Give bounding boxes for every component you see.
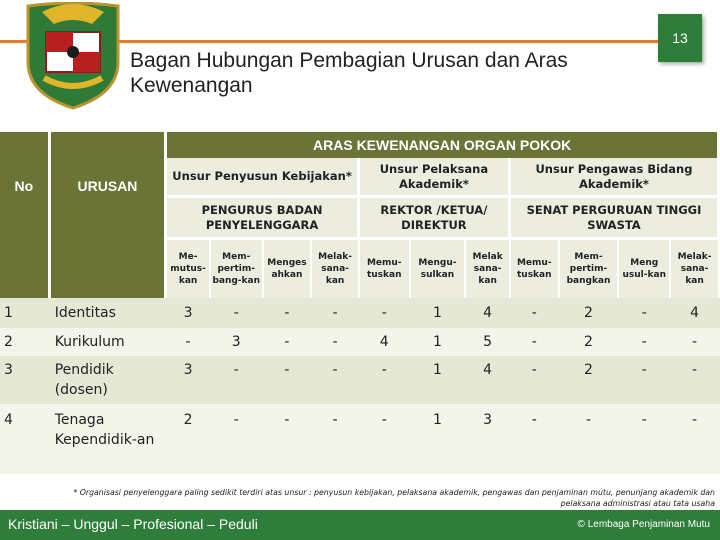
subheader: Mem-pertim-bangkan [560, 240, 620, 298]
row-value: - [619, 328, 671, 356]
footer-bar [0, 510, 720, 540]
header-organ-rektor: REKTOR /KETUA/ DIREKTUR [360, 198, 511, 240]
row-value: 3 [167, 356, 211, 404]
row-value: - [671, 356, 720, 404]
header-unsur-pengawas: Unsur Pengawas Bidang Akademik* [511, 158, 720, 198]
table-row [0, 404, 720, 474]
subheader: Me-mutus-kan [167, 240, 211, 298]
subheader: Melak sana-kan [466, 240, 511, 298]
row-value: - [211, 404, 264, 474]
row-value: - [360, 356, 411, 404]
subheader: Meng usul-kan [619, 240, 671, 298]
row-value: - [619, 356, 671, 404]
footnote: * Organisasi penyelenggara paling sedikit terdiri atas unsur : penyusun kebijakan, pelaksana akademik, pengawas dan penjaminan mutu, penunjang akademik dan pelaksana administrasi atau tata usaha [73, 488, 715, 508]
header-no: No [0, 132, 51, 240]
subheader: Memu-tuskan [511, 240, 560, 298]
row-urusan: Kurikulum [51, 328, 168, 356]
row-value: - [264, 328, 313, 356]
row-urusan: Tenaga Kependidik-an [51, 404, 168, 474]
row-value: 2 [560, 328, 620, 356]
footer-copyright: © Lembaga Penjaminan Mutu [577, 519, 710, 530]
row-value: - [360, 298, 411, 328]
row-value: 1 [411, 298, 467, 328]
row-value: - [264, 356, 313, 404]
row-value: - [560, 404, 620, 474]
row-value: - [619, 404, 671, 474]
row-value: 4 [671, 298, 720, 328]
row-value: 2 [560, 298, 620, 328]
row-value: - [312, 328, 360, 356]
row-value: - [312, 356, 360, 404]
row-value: - [619, 298, 671, 328]
atma-jaya-logo [22, 2, 124, 110]
header-no-spacer [0, 240, 51, 298]
row-no: 2 [0, 328, 51, 356]
row-no: 3 [0, 356, 51, 404]
row-value: - [211, 298, 264, 328]
row-value: - [671, 404, 720, 474]
row-value: - [211, 356, 264, 404]
header-aras-kewenangan: ARAS KEWENANGAN ORGAN POKOK [167, 132, 720, 158]
row-value: - [264, 298, 313, 328]
row-value: - [167, 328, 211, 356]
subheader: Mengu-sulkan [411, 240, 467, 298]
row-value: 2 [167, 404, 211, 474]
subheader: Melak-sana-kan [312, 240, 360, 298]
row-value: 2 [560, 356, 620, 404]
row-no: 4 [0, 404, 51, 474]
row-value: - [511, 328, 560, 356]
header-organ-senat: SENAT PERGURUAN TINGGI SWASTA [511, 198, 720, 240]
row-value: - [671, 328, 720, 356]
row-value: 3 [466, 404, 511, 474]
table-row [0, 328, 720, 356]
table-row [0, 298, 720, 328]
row-value: 1 [411, 356, 467, 404]
row-value: - [312, 404, 360, 474]
header-organ-pengurus: PENGURUS BADAN PENYELENGGARA [167, 198, 360, 240]
authority-table [0, 132, 720, 474]
row-value: - [264, 404, 313, 474]
row-value: 3 [211, 328, 264, 356]
header-unsur-pelaksana: Unsur Pelaksana Akademik* [360, 158, 511, 198]
authority-table-container [0, 132, 720, 474]
row-value: 4 [466, 298, 511, 328]
row-value: 1 [411, 404, 467, 474]
row-value: - [511, 356, 560, 404]
row-value: - [360, 404, 411, 474]
subheader: Memu-tuskan [360, 240, 411, 298]
row-urusan: Pendidik (dosen) [51, 356, 168, 404]
row-value: - [511, 404, 560, 474]
header-unsur-penyusun: Unsur Penyusun Kebijakan* [167, 158, 360, 198]
row-value: 3 [167, 298, 211, 328]
row-value: 5 [466, 328, 511, 356]
row-value: 4 [360, 328, 411, 356]
subheader: Mem-pertim-bang-kan [211, 240, 264, 298]
subheader: Melak-sana-kan [671, 240, 720, 298]
table-row [0, 356, 720, 404]
row-urusan: Identitas [51, 298, 168, 328]
row-value: 1 [411, 328, 467, 356]
row-value: - [511, 298, 560, 328]
row-value: - [312, 298, 360, 328]
row-no: 1 [0, 298, 51, 328]
subheader: Menges ahkan [264, 240, 313, 298]
header-urusan-spacer [51, 240, 168, 298]
row-value: 4 [466, 356, 511, 404]
page-number-badge: 13 [658, 14, 702, 62]
slide-title: Bagan Hubungan Pembagian Urusan dan Aras Kewenangan [130, 49, 568, 97]
header-urusan: URUSAN [51, 132, 168, 240]
footer-motto: Kristiani – Unggul – Profesional – Peduli [8, 516, 258, 532]
